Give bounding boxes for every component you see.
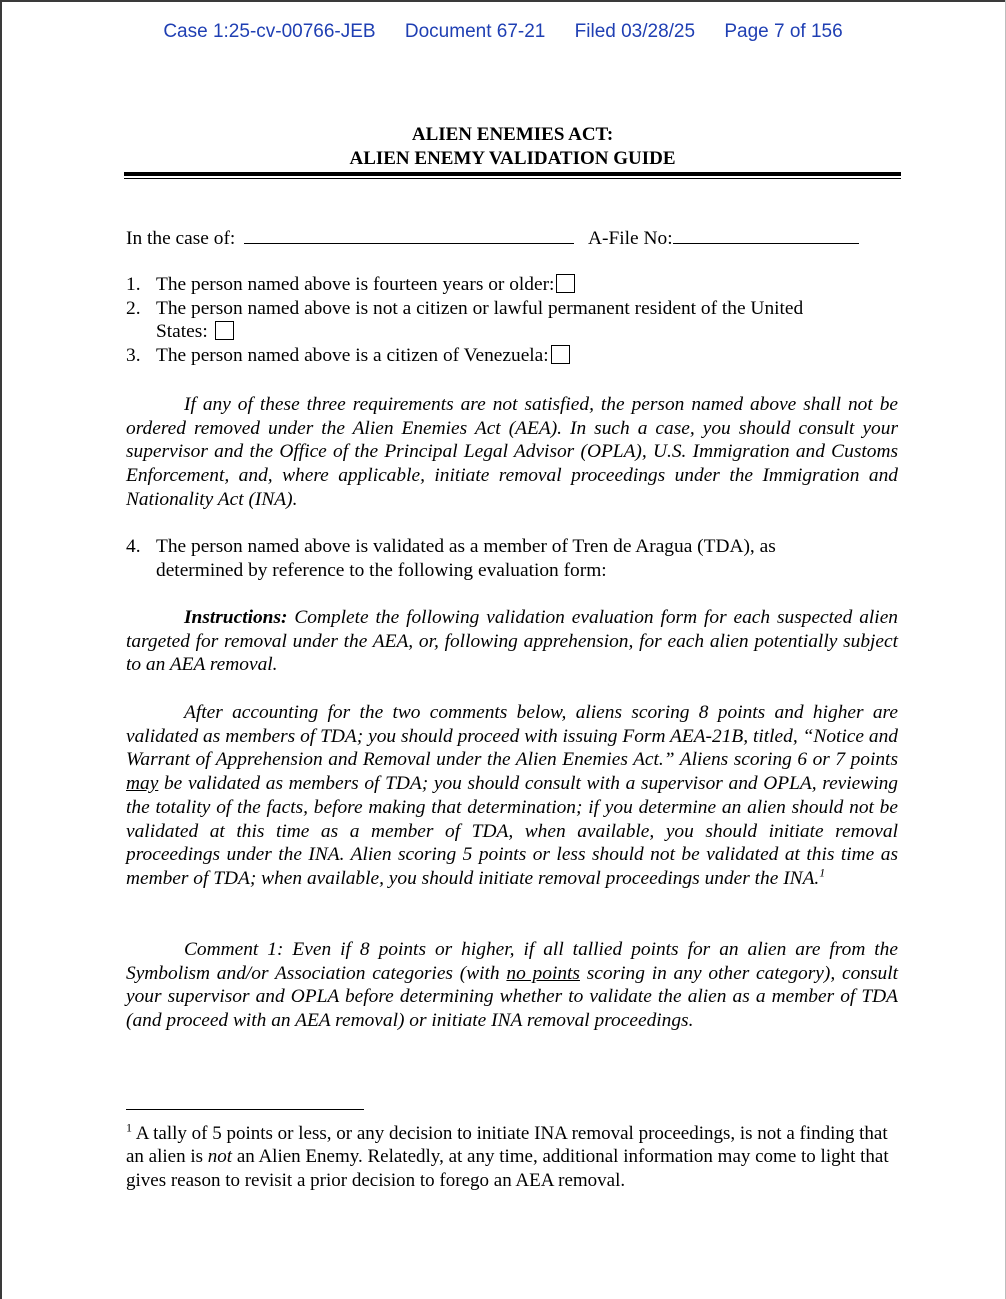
page-border-top	[0, 0, 1006, 2]
footnote-separator	[126, 1109, 364, 1110]
scoring-paragraph: After accounting for the two comments below, aliens scoring 8 points and higher are validated as members of TDA; you should proceed with issuing Form AEA-21B, titled, “Notice and Warrant of Apprehension and Removal under the Alien Enemies Act.” Aliens scoring 6 or 7 points may be validated as members of TDA; you should consult with a supervisor and OPLA, reviewing the totality of the facts, before making that determination; if you determine an alien should not be validated at this time as a member of TDA, when available, you should initiate removal proceedings under the INA. Alien scoring 5 points or less should not be validated at this time as member of TDA; when available, you should initiate removal proceedings under the INA.$^1$	[126, 702, 898, 889]
instructions-paragraph: Instructions: Complete the following validation evaluation form for each suspected alien targeted for removal under the AEA, or, following apprehension, for each alien potentially subject to an AEA removal.	[126, 607, 898, 676]
case-number: Case 1:25-cv-00766-JEB	[163, 21, 376, 42]
criterion-2: 2. The person named above is not a citizen or lawful permanent resident of the United States:	[126, 297, 804, 343]
afile-label: A-File No:	[588, 228, 673, 249]
criterion-3: 3. The person named above is a citizen of Venezuela:	[126, 344, 906, 368]
title-line-2: ALIEN ENEMY VALIDATION GUIDE	[349, 148, 676, 169]
instructions-label: Instructions:	[184, 607, 288, 628]
court-header	[0, 21, 1006, 43]
requirements-paragraph: If any of these three requirements are not satisfied, the person named above shall not be ordered removed under the Alien Enemies Act (AEA). In such a case, you should consult your supervisor and the Office of the Principal Legal Advisor (OPLA), U.S. Immigration and Customs Enforcement, and, where applicable, initiate removal proceedings under the Immigration and Nationality Act (INA).	[126, 394, 898, 510]
title-rule-thin	[124, 178, 901, 179]
citizenship-checkbox[interactable]	[215, 321, 234, 340]
title-line-1: ALIEN ENEMIES ACT:	[411, 124, 614, 145]
criterion-4: 4. The person named above is validated as a member of Tren de Aragua (TDA), as determined by reference to the following evaluation form:	[126, 536, 776, 581]
criterion-1: 1. The person named above is fourteen years or older:	[126, 273, 906, 297]
title-rule-thick	[124, 172, 901, 176]
page-border-left	[0, 0, 2, 1299]
venezuela-checkbox[interactable]	[551, 345, 570, 364]
afile-number-blank[interactable]	[673, 227, 859, 244]
case-label: In the case of:	[126, 228, 236, 249]
case-line	[126, 227, 906, 251]
comment-1-paragraph: Comment 1: Even if 8 points or higher, if all tallied points for an alien are from the Symbolism and/or Association categories (with no points scoring in any other category), consult your supervisor and OPLA before determining whether to validate the alien as a member of TDA (and proceed with an AEA removal) or initiate INA removal proceedings.	[126, 939, 898, 1032]
document-title	[124, 123, 901, 171]
no-points-underlined: no points	[506, 962, 580, 984]
page-number: Page 7 of 156	[724, 21, 843, 42]
age-checkbox[interactable]	[556, 274, 575, 293]
document-number: Document 67-21	[404, 21, 546, 42]
criteria-list	[126, 273, 906, 368]
footnote-number: 1	[126, 1120, 132, 1135]
footnote-reference: 1	[819, 865, 826, 880]
footnote-1: $^1$ A tally of 5 points or less, or any decision to initiate INA removal proceedings, is not a finding that an alien is not an Alien Enemy. Relatedly, at any time, additional information may come to light that gives reason to revisit a prior decision to forego an AEA removal.	[126, 1120, 889, 1191]
case-name-blank[interactable]	[244, 227, 574, 244]
may-underlined: may	[126, 773, 159, 795]
filed-date: Filed 03/28/25	[574, 21, 696, 42]
